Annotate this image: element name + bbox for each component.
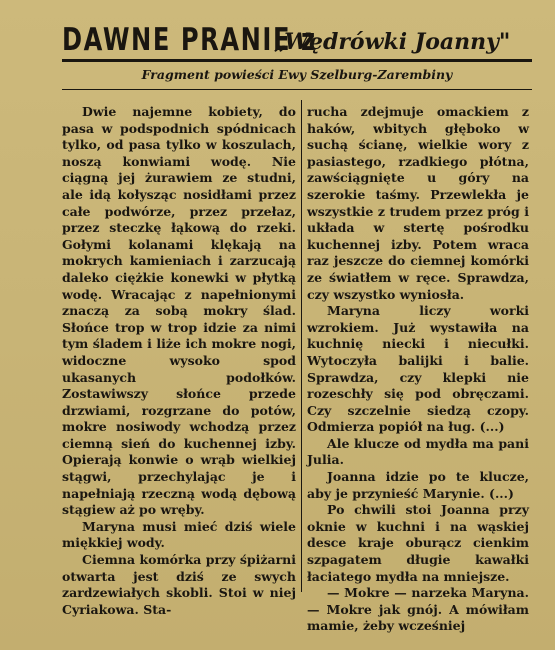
- title-rule: [62, 59, 532, 62]
- article-title-source: „Wędrówki Joanny": [274, 29, 511, 55]
- paragraph: Maryna liczy worki wzrokiem. Już wystawiła na kuchnię niecki i niecułki. Wytoczyła balijki i balie. Sprawdza, czy klepki nie rozeschły się pod obręczami. Czy szczelnie siedzą czopy. Odmierza popiół na ług. (...): [307, 303, 529, 435]
- article-title: [62, 10, 532, 56]
- paragraph: Ciemna komórka przy śpiżarni otwarta jest dziś ze swych zardzewiałych skobli. Stoi w niej Cyriakowa. Sta-: [62, 552, 296, 617]
- article-title-main: DAWNE PRANIE z: [62, 22, 317, 58]
- paragraph: Maryna musi mieć dziś wiele miękkiej wody.: [62, 518, 296, 551]
- paragraph: Joanna idzie po te klucze, aby je przynieść Marynie. (...): [307, 469, 529, 501]
- article-subtitle: Fragment powieści Ewy Szelburg-Zarembiny: [141, 67, 453, 82]
- text-column-left: [62, 104, 296, 618]
- paragraph: — Mokre — narzeka Maryna. — Mokre jak gnój. A mówiłam mamie, żeby wcześniej: [307, 585, 529, 634]
- text-column-right: [307, 104, 529, 635]
- paragraph: Ale klucze od mydła ma pani Julia.: [307, 435, 529, 468]
- subtitle-rule: [62, 89, 532, 90]
- paragraph: Po chwili stoi Joanna przy oknie w kuchni i na wąskiej desce kraje oburącz cienkim szpagatem długie kawałki łaciatego mydła na mniejsze.: [307, 502, 529, 584]
- paragraph: rucha zdejmuje omackiem z haków, wbitych głęboko w suchą ścianę, wielkie wory z pasiastego, rzadkiego płótna, zawściągnięte u góry na szerokie taśmy. Przewlekła je wszystkie z trudem przez próg i układa w stertę pośrodku kuchennej izby. Potem wraca raz jeszcze do ciemnej komórki ze światłem w ręce. Sprawdza, czy wszystko wyniosła.: [307, 104, 529, 302]
- column-divider: [301, 100, 302, 592]
- paragraph: Dwie najemne kobiety, do pasa w podspodnich spódnicach tylko, od pasa tylko w koszulach, noszą konwiami wodę. Nie ciągną jej żurawiem ze studni, ale idą kołysząc nosidłami przez całe podwórze, przez przełaz, przez steczkę łąkową do rzeki. Gołymi kolanami klękają na mokrych kamieniach i zarzucają daleko ciężkie konewki w płytką wodę. Wracając z napełnionymi znaczą za sobą mokry ślad. Słońce trop w trop idzie za nimi tym śladem i liże ich mokre nogi, widoczne wysoko spod ukasanych podołków. Zostawiwszy słońce przede drzwiami, rozgrzane do potów, mokre nosiwody wchodzą przez ciemną sień do kuchennej izby. Opierają konwie o wrąb wielkiej stągwi, przechylając je i napełniają rzeczną wodą dębową stągiew aż po wręby.: [62, 104, 296, 518]
